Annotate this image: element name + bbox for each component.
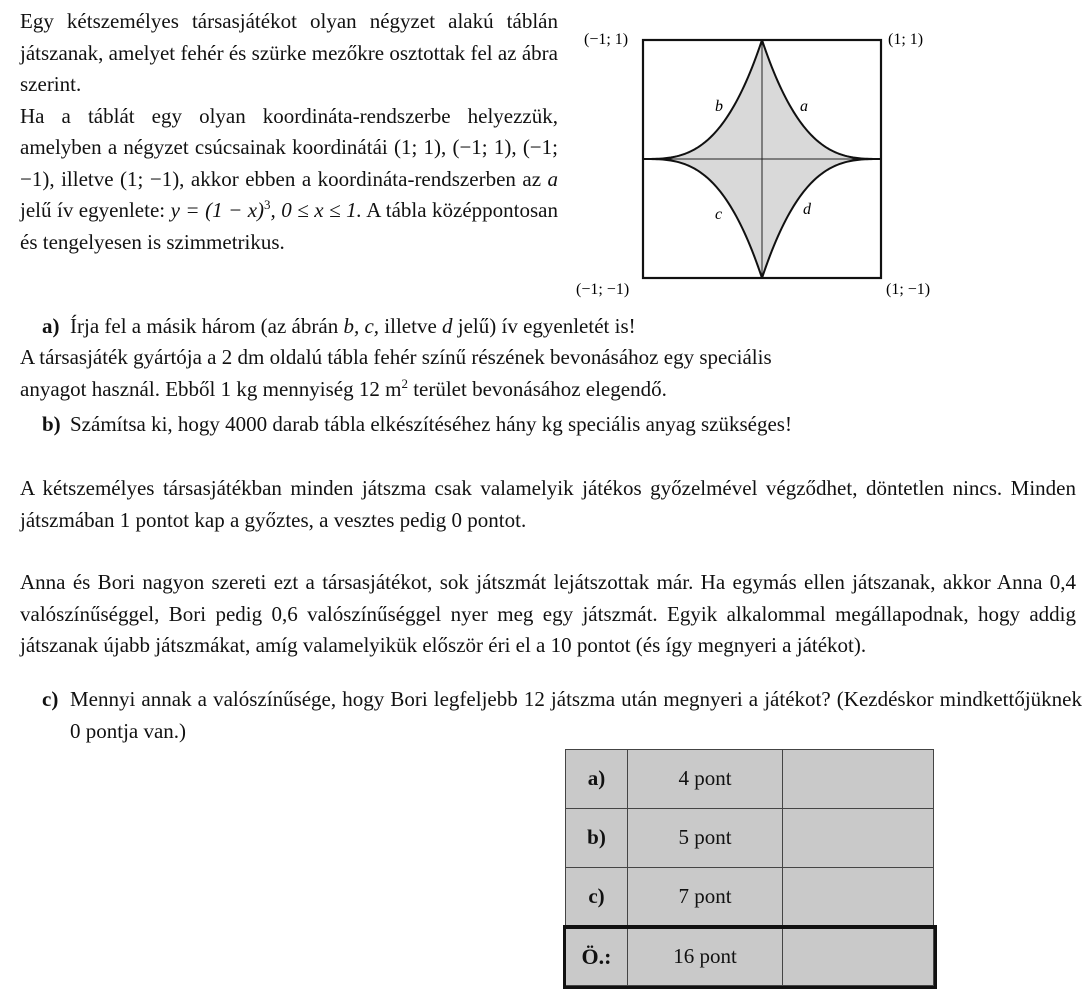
question-a-text-end: jelű) ív egyenletét is! <box>457 314 636 338</box>
board-diagram <box>570 18 1080 308</box>
score-key-total: Ö.: <box>566 928 628 986</box>
score-points-b: 5 pont <box>628 809 783 868</box>
question-a-vars: b, c, <box>343 314 380 338</box>
intro-text <box>20 6 558 258</box>
paragraph-b-line-2-end: terület bevonásához elegendő. <box>407 376 667 401</box>
corner-label-top-right: (1; 1) <box>888 31 924 48</box>
equation-lhs: y = (1 − x) <box>170 198 265 222</box>
intro-paragraph-1: Egy kétszemélyes társasjátékot olyan négyzet alakú táblán játszanak, amelyet fehér és szürke mezőkre osztottak fel az ábra szerint. <box>20 9 558 96</box>
question-c <box>42 684 1082 747</box>
intro-var-a: a <box>547 166 558 191</box>
question-a-text-start: Írja fel a másik három (az ábrán <box>70 314 339 338</box>
score-points-total: 16 pont <box>628 928 783 986</box>
intro-p2-end: A tábla középpontosan és tengelyesen is szimmetrikus. <box>20 198 559 254</box>
score-points-a: 4 pont <box>628 750 783 809</box>
board-figure <box>570 18 1080 308</box>
score-key-a: a) <box>566 750 628 809</box>
score-key-c: c) <box>566 868 628 928</box>
score-table <box>565 749 934 986</box>
paragraph-b-line-2-start: anyagot használ. Ebből 1 kg mennyiség 12 m <box>20 376 402 401</box>
question-b-text: Számítsa ki, hogy 4000 darab tábla elkészítéséhez hány kg speciális anyag szükséges! <box>70 412 792 436</box>
intro-p2-mid: jelű ív egyenlete: <box>20 198 166 222</box>
question-a-label: a) <box>42 314 60 338</box>
score-empty-b <box>783 809 934 868</box>
square-meter-exponent: 2 <box>401 375 408 391</box>
intro-paragraph-2 <box>20 101 558 259</box>
score-key-b: b) <box>566 809 628 868</box>
question-a-text-mid: illetve <box>384 314 437 338</box>
arc-label-b: b <box>715 98 723 115</box>
score-row-a <box>566 750 934 809</box>
score-empty-c <box>783 868 934 928</box>
question-b-label: b) <box>42 412 61 436</box>
score-empty-total <box>783 928 934 986</box>
question-c-text: Mennyi annak a valószínűsége, hogy Bori legfeljebb 12 játszma után megnyeri a játékot? (Kezdéskor mindkettőjüknek 0 pontja van.) <box>70 687 1082 743</box>
paragraph-b-line-2 <box>20 374 1076 406</box>
corner-label-top-left: (−1; 1) <box>584 31 629 48</box>
corner-label-bottom-right: (1; −1) <box>886 281 931 298</box>
question-a-var-d: d <box>442 314 453 338</box>
arc-label-d: d <box>803 201 811 218</box>
score-row-b <box>566 809 934 868</box>
question-a <box>42 311 1082 343</box>
score-empty-a <box>783 750 934 809</box>
corner-label-bottom-left: (−1; −1) <box>576 281 630 298</box>
intro-p2-start: Ha a táblát egy olyan koordináta-rendszerbe helyezzük, amelyben a négyzet csúcsainak koordinátái (1; 1), (−1; 1), (−1; −1), illetve (1; −1), akkor ebben a koordináta-rendszerben az <box>20 103 558 191</box>
question-b <box>42 409 1082 441</box>
score-row-total <box>566 928 934 986</box>
paragraph-c2: Anna és Bori nagyon szereti ezt a társasjátékot, sok játszmát lejátszottak már. Ha egymás ellen játszanak, akkor Anna 0,4 valószínűséggel, Bori pedig 0,6 valószínűséggel nyer meg egy játszmát. Egyik alkalommal megállapodnak, hogy addig játszanak újabb játszmákat, amíg valamelyikük először éri el a 10 pontot (és így megnyeri a játékot). <box>20 570 1076 657</box>
arc-label-c: c <box>715 206 723 223</box>
equation-domain: , 0 ≤ x ≤ 1. <box>270 198 362 222</box>
arc-label-a: a <box>800 98 808 115</box>
paragraph-b-line-1: A társasjáték gyártója a 2 dm oldalú tábla fehér színű részének bevonásához egy speciális <box>20 345 772 369</box>
score-points-c: 7 pont <box>628 868 783 928</box>
paragraph-b <box>20 342 1076 405</box>
question-c-label: c) <box>42 687 59 711</box>
paragraph-c1: A kétszemélyes társasjátékban minden játszma csak valamelyik játékos győzelmével végződhet, döntetlen nincs. Minden játszmában 1 pontot kap a győztes, a vesztes pedig 0 pontot. <box>20 476 1076 532</box>
equation-exponent: 3 <box>264 197 271 212</box>
question-a-text <box>64 311 1082 343</box>
score-row-c <box>566 868 934 928</box>
